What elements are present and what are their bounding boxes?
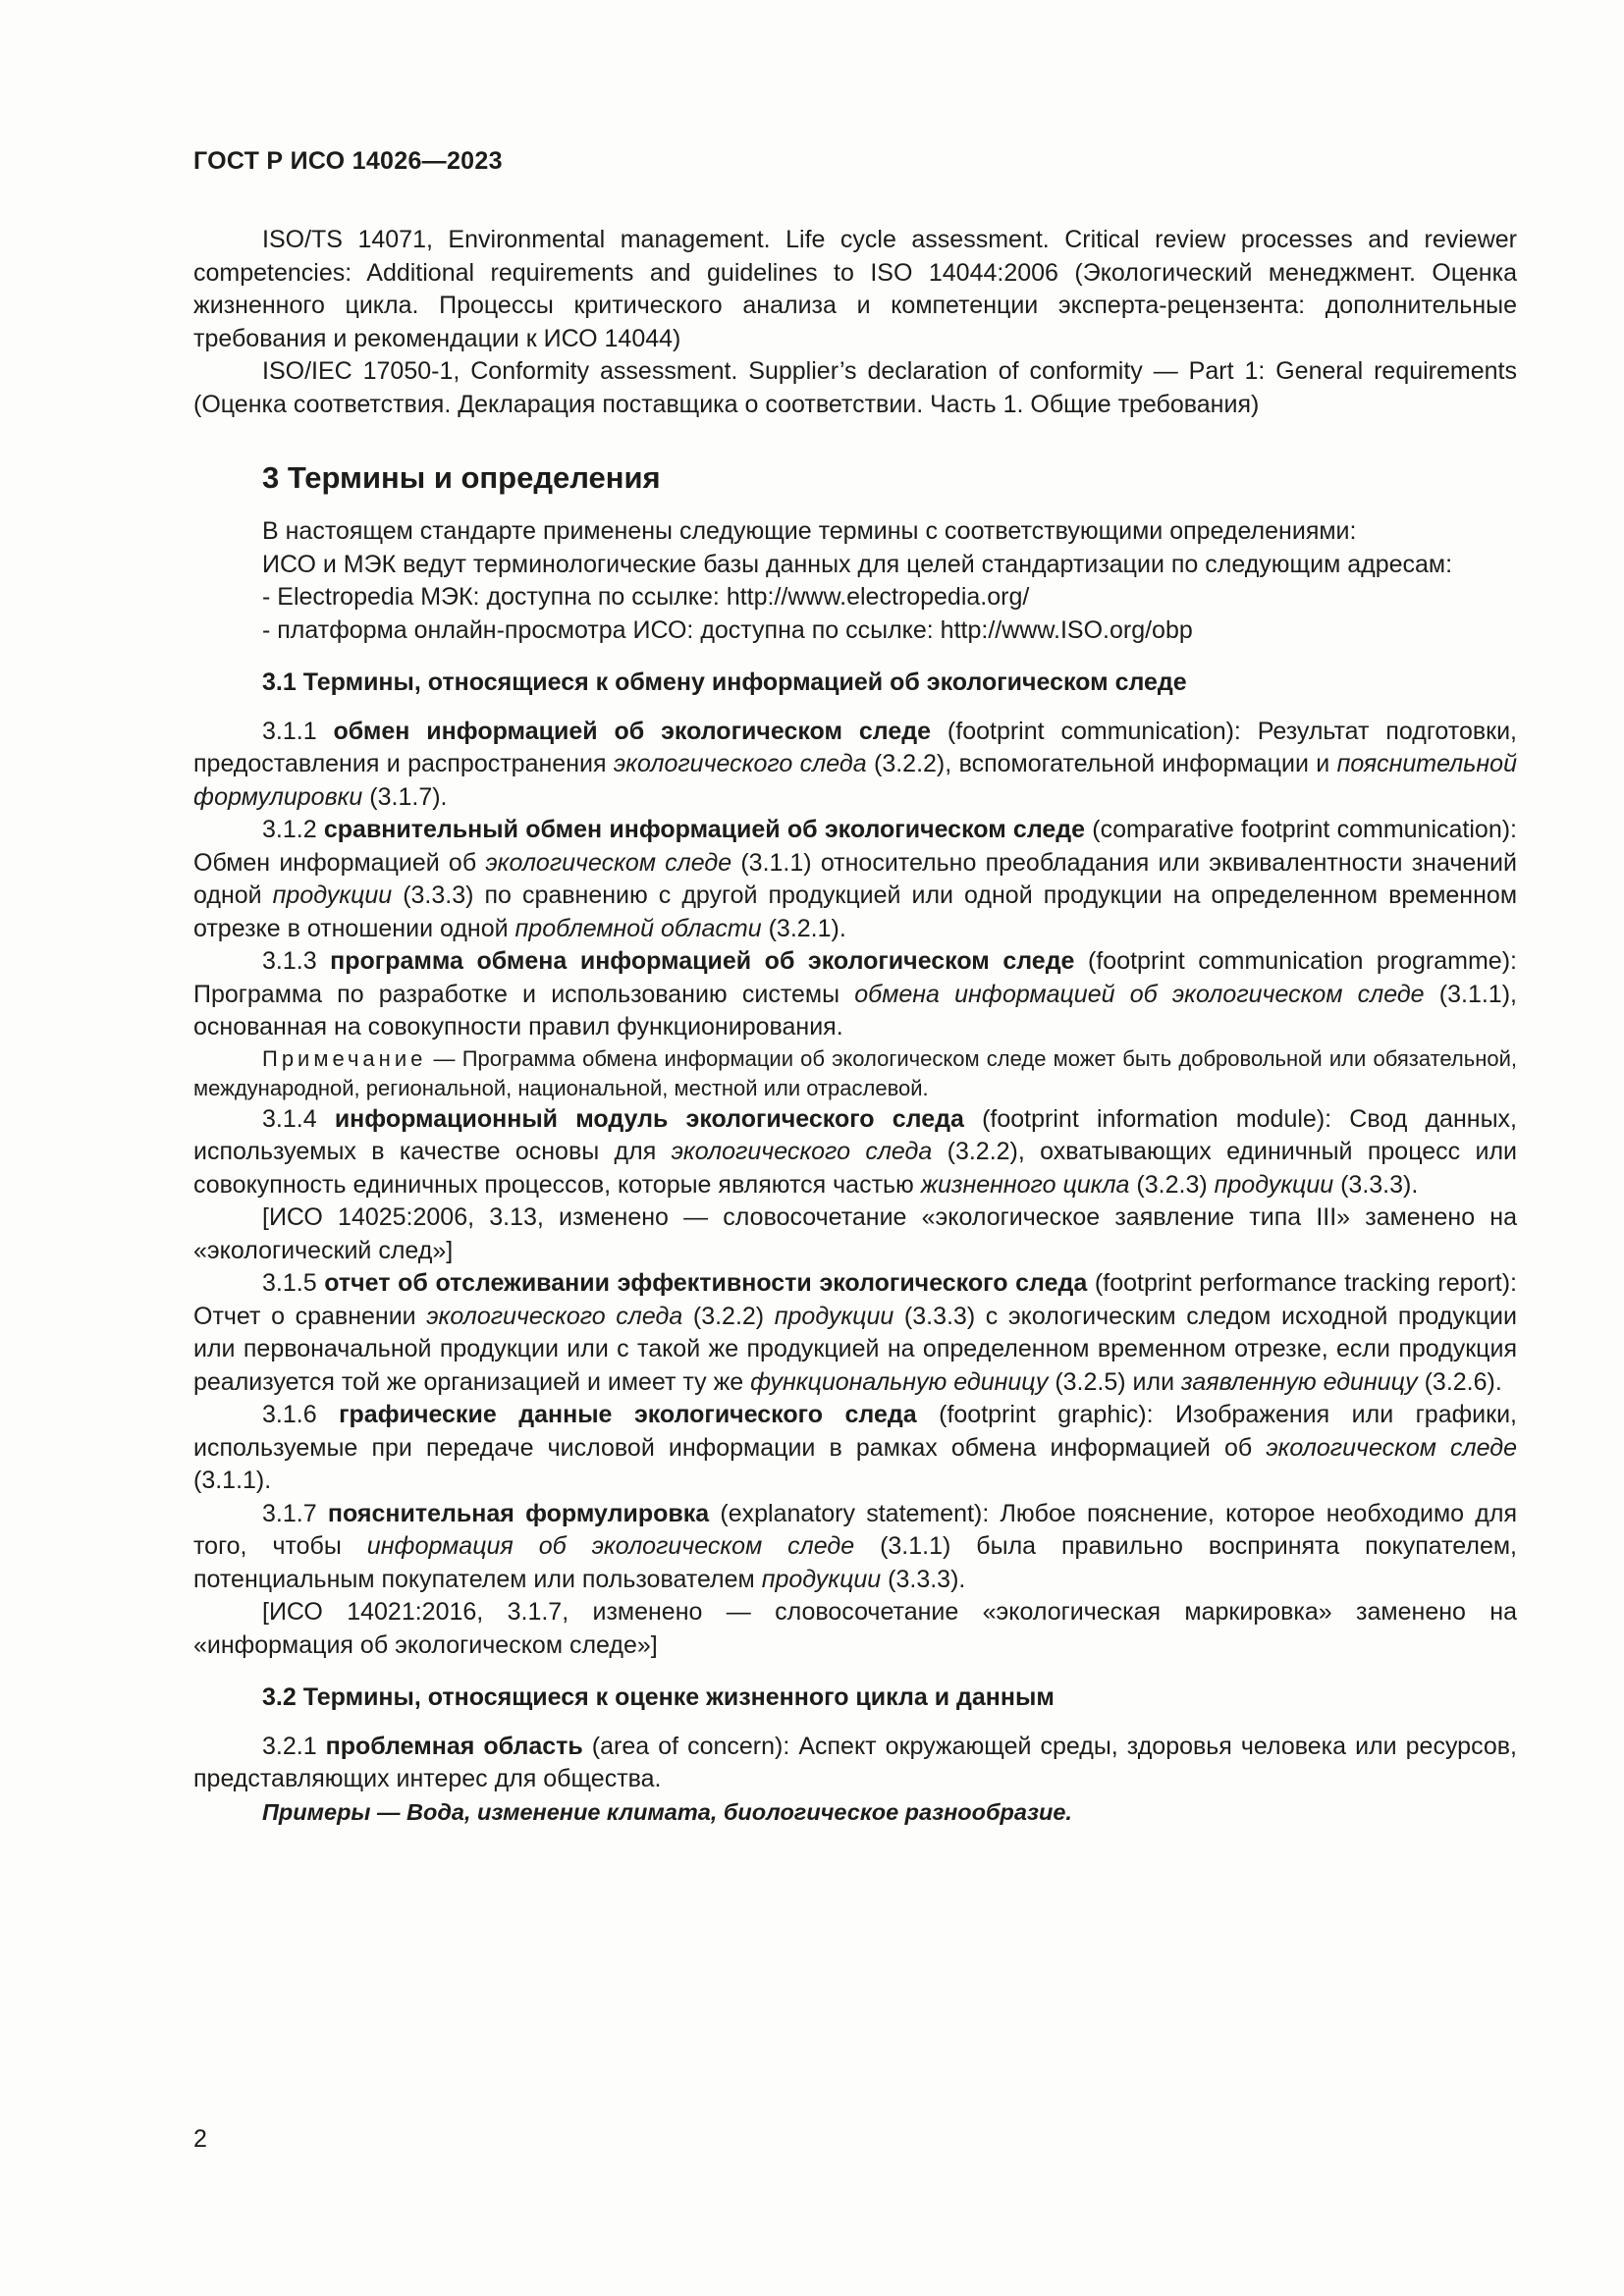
term-3-2-1-name: проблемная область [325,1732,583,1760]
term-3-2-1: 3.2.1 проблемная область (area of concern): Аспект окружающей среды, здоровья человека или ресурсов, представляющих интерес для общества. [193,1732,1517,1792]
term-3-1-6: 3.1.6 графические данные экологического следа (footprint graphic): Изображения или графики, используемые при передаче числовой информации в рамках обмена информацией об экологическом следе (3.1.1). [193,1401,1517,1494]
page-content [193,224,1517,1829]
term-3-1-7-source: [ИСО 14021:2016, 3.1.7, изменено — словосочетание «экологическая маркировка» заменено на «информация об экологическом следе»] [193,1598,1517,1659]
term-3-1-7-name: пояснительная формулировка [327,1499,710,1527]
subsection-3-2-title: 3.2 Термины, относящиеся к оценке жизненного цикла и данным [262,1683,1055,1711]
term-3-1-1: 3.1.1 обмен информацией об экологическом следе (footprint communication): Результат подготовки, предоставления и распространения экологического следа (3.2.2), вспомогательной информации и пояснительной формулировки (3.1.7). [193,717,1517,811]
standard-code-header: ГОСТ Р ИСО 14026—2023 [193,147,503,175]
term-3-1-5-name: отчет об отслеживании эффективности экологического следа [324,1269,1088,1297]
section-3-intro: В настоящем стандарте применены следующие термины с соответствующими определениями: [262,517,1357,545]
examples-3-2-1: Примеры — Вода, изменение климата, биологическое разнообразие. [262,1798,1072,1825]
section-3-databases: ИСО и МЭК ведут терминологические базы данных для целей стандартизации по следующим адресам: [262,550,1453,578]
term-3-1-2: 3.1.2 сравнительный обмен информацией об экологическом следе (comparative footprint communication): Обмен информацией об экологическом следе (3.1.1) относительно преобладания или эквивалентности значений одной продукции (3.3.3) по сравнению с другой продукцией или одной продукции на определенном временном отрезке в отношении одной проблемной области (3.2.1). [193,816,1518,942]
page-number: 2 [193,2125,207,2153]
term-3-1-1-name: обмен информацией об экологическом следе [333,717,932,745]
term-3-1-7: 3.1.7 пояснительная формулировка (explanatory statement): Любое пояснение, которое необходимо для того, чтобы информация об экологическом следе (3.1.1) была правильно воспринята покупателем, потенциальным покупателем или пользователем продукции (3.3.3). [193,1499,1517,1593]
section-3-title: 3 Термины и определения [262,460,661,495]
term-3-1-6-name: графические данные экологического следа [339,1401,917,1428]
electropedia-link[interactable]: - Electropedia МЭК: доступна по ссылке: http://www.electropedia.org/ [262,583,1030,611]
reference-iso-iec-17050: ISO/IEC 17050-1, Conformity assessment. Supplier’s declaration of conformity — Part 1: General requirements (Оценка соответствия. Декларация поставщика о соответствии. Часть 1. Общие требования) [193,357,1517,418]
term-3-1-4: 3.1.4 информационный модуль экологического следа (footprint information module): Свод данных, используемых в качестве основы для экологического следа (3.2.2), охватывающих единичный процесс или совокупность единичных процессов, которые являются частью жизненного цикла (3.2.3) продукции (3.3.3). [193,1104,1517,1199]
term-3-1-4-source: [ИСО 14025:2006, 3.13, изменено — словосочетание «экологическое заявление типа III» заменено на «экологический след»] [193,1203,1517,1264]
term-3-1-2-name: сравнительный обмен информацией об экологическом следе [323,816,1086,843]
term-3-1-4-name: информационный модуль экологического следа [334,1104,964,1133]
note-label: Примечание [262,1045,427,1071]
iso-obp-link[interactable]: - платформа онлайн-просмотра ИСО: доступна по ссылке: http://www.ISO.org/obp [262,615,1193,644]
term-3-1-5: 3.1.5 отчет об отслеживании эффективности экологического следа (footprint performance tracking report): Отчет о сравнении экологического следа (3.2.2) продукции (3.3.3) с экологическим следом исходной продукции или первоначальной продукции или с такой же продукцией на определенном временном отрезке, если продукция реализуется той же организацией и имеет ту же функциональную единицу (3.2.5) или заявленную единицу (3.2.6). [193,1269,1517,1396]
term-3-1-3: 3.1.3 программа обмена информацией об экологическом следе (footprint communication programme): Программа по разработке и использованию системы обмена информацией об экологическом следе (3.1.1), основанная на совокупности правил функционирования. [193,947,1517,1041]
term-3-1-3-name: программа обмена информацией об экологическом следе [330,947,1075,975]
reference-iso-ts-14071: ISO/TS 14071, Environmental management. Life cycle assessment. Critical review processes and reviewer competencies: Additional requirements and guidelines to ISO 14044:2006 (Экологический менеджмент. Оценка жизненного цикла. Процессы критического анализа и компетенции эксперта-рецензента: дополнительные требования и рекомендации к ИСО 14044) [193,226,1517,352]
note-3-1-3: Примечание — Программа обмена информации об экологическом следе может быть добровольной или обязательной, международной, региональной, национальной, местной или отраслевой. [193,1045,1517,1100]
subsection-3-1-title: 3.1 Термины, относящиеся к обмену информацией об экологическом следе [262,668,1187,696]
